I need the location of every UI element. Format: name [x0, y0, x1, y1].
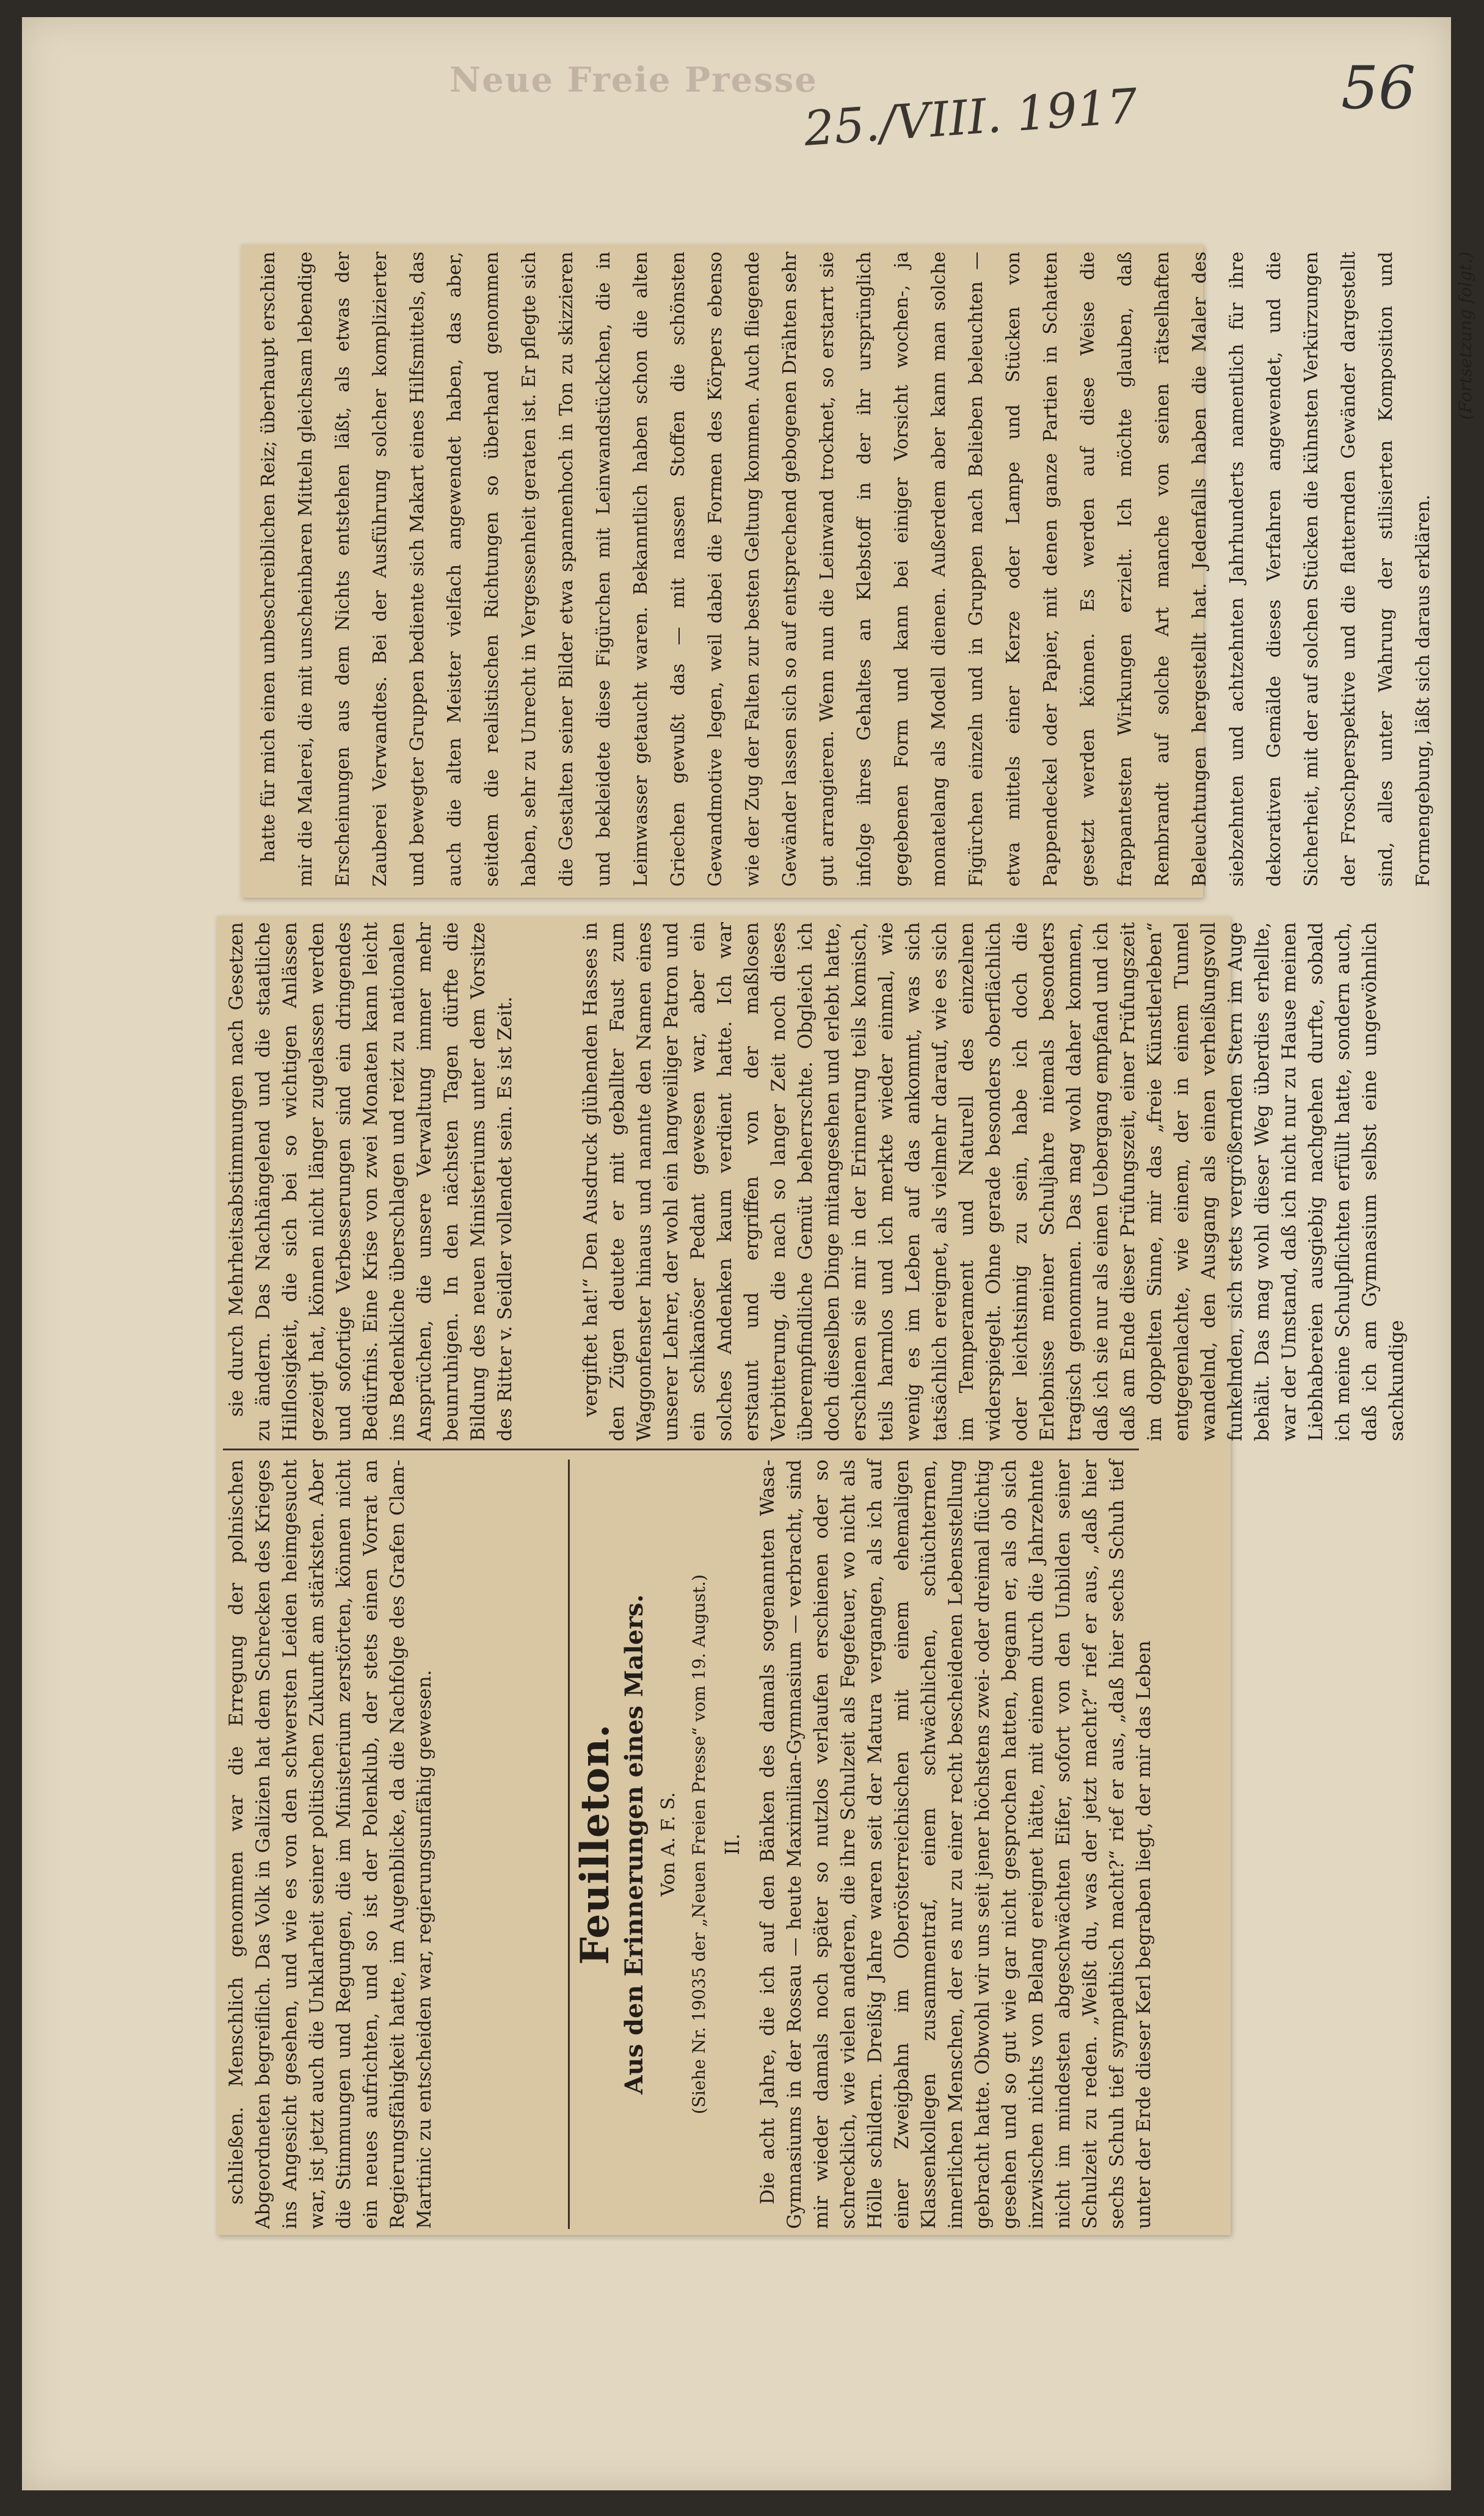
feuilleton-title: Feuilleton.	[572, 1723, 618, 1965]
feuilleton-column-1	[572, 1460, 1160, 2229]
article-column	[250, 252, 1484, 887]
source-note: (Siehe Nr. 19035 der „Neuen Freien Presse“ vom 19. August.)	[689, 1574, 709, 2114]
newspaper-clipping-bottom	[217, 916, 1408, 2235]
column-divider	[223, 1449, 1139, 1450]
feuilleton-subtitle: Aus den Erinnerungen eines Malers.	[620, 1594, 649, 2095]
continued-note: (Fortsetzung folgt.)	[1455, 252, 1475, 420]
newspaper-stamp: Neue Freie Presse	[449, 60, 818, 100]
article-text: hatte für mich einen unbeschreiblichen Reiz; überhaupt erschien mir die Malerei, die mit unscheinbaren Mitteln gleichsam lebendige Erscheinungen aus dem Nichts entstehen läßt, als etwas der Zauberei Verwandtes. Bei der Ausführung solcher komplizierter und bewegter Gruppen bediente sich Makart eines Hilfsmittels, das auch die alten Meister vielfach angewendet haben, das aber, seitdem die realistischen Richtungen so überhand genommen haben, sehr zu Unrecht in Vergessenheit geraten ist. Er pflegte sich die Gestalten seiner Bilder etwa spannenhoch in Ton zu skizzieren und bekleidete diese Figürchen mit Leinwandstückchen, die in Leimwasser getaucht waren. Bekanntlich haben schon die alten Griechen gewußt das — mit nassen Stoffen die schönsten Gewandmotive legen, weil dabei die Formen des Körpers ebenso wie der Zug der Falten zur besten Geltung kommen. Auch fliegende Gewänder lassen sich so auf entsprechend gebogenen Drähten sehr gut arrangieren. Wenn nun die Leinwand trocknet, so erstarrt sie infolge ihres Gehaltes an Klebstoff in der ihr ursprünglich gegebenen Form und kann bei einiger Vorsicht wochen-, ja monatelang als Modell dienen. Außerdem aber kann man solche Figürchen einzeln und in Gruppen nach Belieben beleuchten — etwa mittels einer Kerze oder Lampe und Stücken von Pappendeckel oder Papier, mit denen ganze Partien in Schatten gesetzt werden können. Es werden auf diese Weise die frappantesten Wirkungen erzielt. Ich möchte glauben, daß Rembrandt auf solche Art manche von seinen rätselhaften Beleuchtungen hergestellt hat. Jedenfalls haben die Maler des siebzehnten und achtzehnten Jahrhunderts namentlich für ihre dekorativen Gemälde dieses Verfahren angewendet, und die Sicherheit, mit der auf solchen Stücken die kühnsten Verkürzungen der Froschperspektive und die flatternden Gewänder dargestellt sind, alles unter Wahrung der stilisierten Komposition und Formengebung, läßt sich daraus erklären.	[258, 252, 1434, 887]
article-column-politics-1	[223, 1460, 440, 2229]
article-text: schließen. Menschlich genommen war die Erregung der polnischen Abgeordneten begreiflich. Das Volk in Galizien hat dem Schrecken des Krieges ins Angesicht gesehen, und wie es von den schwersten Leiden heimgesucht war, ist jetzt auch die Unklarheit seiner politischen Zukunft am stärksten. Aber die Stimmungen und Regungen, die im Ministerium zerstörten, können nicht ein neues aufrichten, und so ist der Polenklub, der stets einen Vorrat an Regierungsfähigkeit hatte, im Augenblicke, da die Nachfolge des Grafen Clam-Martinic zu entscheiden war, regierungsunfähig gewesen.	[225, 1460, 435, 2229]
newspaper-clipping-top	[241, 244, 1475, 898]
article-text: sie durch Mehrheitsabstimmungen nach Gesetzen zu ändern. Das Nachhängelend und die staatliche Hilflosigkeit, die sich bei so wichtigen Anlässen gezeigt hat, können nicht länger zugelassen werden und sofortige Verbesserungen sind ein dringendes Bedürfnis. Eine Krise von zwei Monaten kann leicht ins Bedenkliche überschlagen und reizt zu nationalen Ansprüchen, die unsere Verwaltung immer mehr beunruhigen. In den nächsten Tagen dürfte die Bildung des neuen Ministeriums unter dem Vorsitze des Ritter v. Seidler vollendet sein. Es ist Zeit.	[225, 922, 516, 1441]
handwritten-date: 25./VIII. 1917	[802, 79, 1140, 157]
column-divider	[568, 1460, 570, 2229]
feuilleton-column-2	[577, 922, 1413, 1441]
article-column-politics-2	[223, 922, 521, 1441]
byline: Von A. F. S.	[658, 1792, 679, 1897]
page-number: 56	[1341, 54, 1416, 122]
part-number: II.	[721, 1833, 744, 1855]
article-text: vergiftet hat!“ Den Ausdruck glühenden Hasses in den Zügen deutete er mit geballter Faust zum Waggonfenster hinaus und nannte den Namen eines unserer Lehrer, der wohl ein langweiliger Patron und ein schikanöser Pedant gewesen war, aber ein solches Andenken kaum verdient hatte. Ich war erstaunt und ergriffen von der maßlosen Verbitterung, die nach so langer Zeit noch dieses überempfindliche Gemüt beherrschte. Obgleich ich doch dieselben Dinge mitangesehen und erlebt hatte, erschienen sie mir in der Erinnerung teils komisch, teils harmlos und ich merkte wieder einmal, wie wenig es im Leben auf das ankommt, was sich tatsächlich ereignet, als vielmehr darauf, wie es sich im Temperament und Naturell des einzelnen widerspiegelt. Ohne gerade besonders oberflächlich oder leichtsinnig zu sein, habe ich doch die Erlebnisse meiner Schuljahre niemals besonders tragisch genommen. Das mag wohl daher kommen, daß ich sie nur als einen Uebergang empfand und ich daß am Ende dieser Prüfungszeit, einer Prüfungszeit im doppelten Sinne, mir das „freie Künstlerleben“ entgegenlachte, wie einem, der in einem Tunnel wandelnd, den Ausgang als einen verheißungsvoll funkelnden, sich stets vergrößernden Stern im Auge behält. Das mag wohl dieser Weg überdies erhellte, war der Umstand, daß ich nicht nur zu Hause meinen Liebhabereien ausgiebig nachgehen durfte, sobald ich meine Schulpflichten erfüllt hatte, sondern auch, daß ich am Gymnasium selbst eine ungewöhnlich sachkundige	[580, 922, 1408, 1441]
article-text: Die acht Jahre, die ich auf den Bänken des damals sogenannten Wasa-Gymnasiums in der Rossau — heute Maximilian-Gymnasium — verbracht, sind mir wieder damals noch später so nutzlos verlaufen erschienen oder so schrecklich, wie vielen anderen, die ihre Schulzeit als Fegefeuer, wo nicht als Hölle schildern. Dreißig Jahre waren seit der Matura vergangen, als ich auf einer Zweigbahn im Oberösterreichischen mit einem ehemaligen Klassenkollegen zusammentraf, einem schwächlichen, schüchternen, innerlichen Menschen, der es nur zu einer recht bescheidenen Lebensstellung gebracht hatte. Obwohl wir uns seit jener höchstens zwei- oder dreimal flüchtig gesehen und so gut wie gar nicht gesprochen hatten, begann er, als ob sich inzwischen nichts von Belang ereignet hätte, mit einem durch die Jahrzehnte nicht im mindesten abgeschwächten Eifer, sofort von den Unbilden seiner Schulzeit zu reden. „Weißt du, was der jetzt macht?“ rief er aus, „daß hier sechs Schuh tief sympathisch macht?“ rief er aus, „daß hier sechs Schuh tief unter der Erde dieser Kerl begraben liegt, der mir das Leben	[757, 1460, 1155, 2229]
